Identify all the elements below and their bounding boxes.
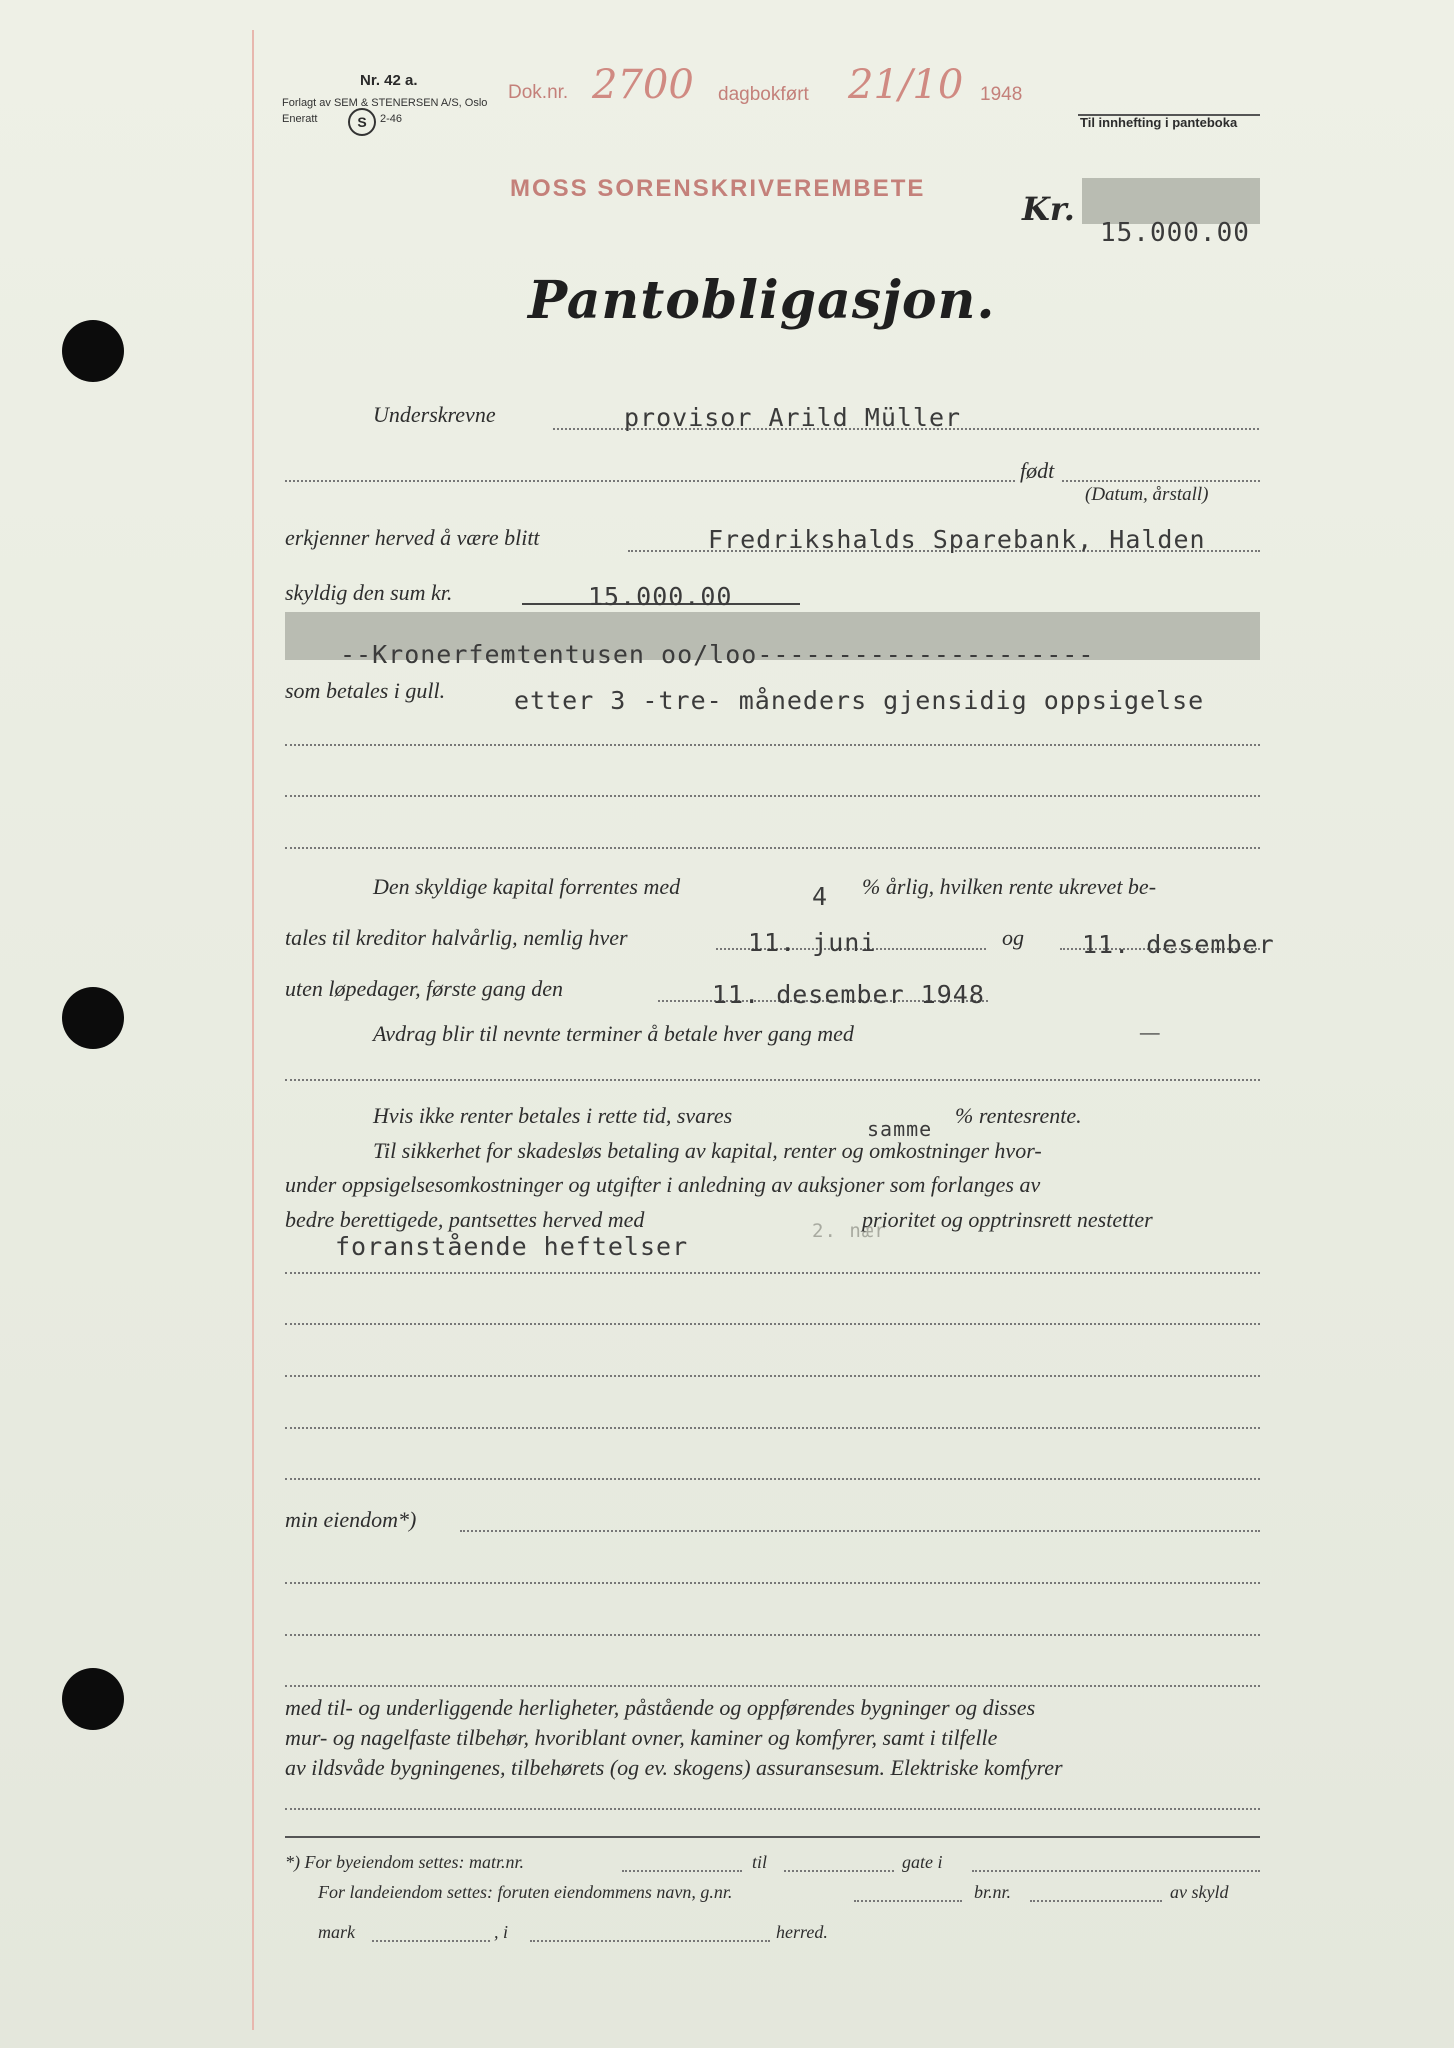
footnote-line2-a: For landeiendom settes: foruten eiendommens navn, g.nr.	[318, 1882, 733, 1902]
amount-value: 15.000.00	[1100, 218, 1250, 248]
property-line-2	[285, 1582, 1260, 1584]
footnote-dots-6	[372, 1940, 490, 1942]
footnote-line3-a: mark	[318, 1922, 355, 1942]
footnote-dots-1	[622, 1870, 742, 1872]
footnote-line3-c: herred.	[776, 1922, 828, 1942]
born-line-right	[1062, 480, 1260, 482]
footnote-dots-4	[854, 1900, 962, 1902]
preceding-encumbrances: foranstående heftelser	[335, 1232, 689, 1261]
penalty-post: % rentesrente.	[955, 1103, 1082, 1128]
publisher-logo-icon: S	[348, 108, 376, 136]
blank-line-3	[285, 1375, 1260, 1377]
security-para-3: bedre berettigede, pantsettes herved med	[285, 1207, 645, 1232]
publisher-line: Forlagt av SEM & STENERSEN A/S, Oslo	[282, 97, 488, 109]
punch-hole-bottom	[62, 1668, 124, 1730]
penalty-text: Hvis ikke renter betales i rette tid, svares	[373, 1103, 733, 1128]
installment-text: Avdrag blir til nevnte terminer å betale hver gang med	[373, 1021, 854, 1046]
footnote-dots-5	[1030, 1900, 1162, 1902]
footnote-line3-b: , i	[494, 1922, 509, 1942]
footnote-divider	[285, 1836, 1260, 1838]
blank-line-4	[285, 1427, 1260, 1429]
stamp-office: MOSS SORENSKRIVEREMBETE	[510, 175, 926, 202]
amount-label: Kr.	[1022, 190, 1075, 228]
footnote-line2-c: av skyld	[1170, 1882, 1229, 1902]
stamp-year: 1948	[980, 84, 1023, 105]
undersigned-value: provisor Arild Müller	[624, 403, 962, 432]
undersigned-label: Underskrevne	[373, 402, 496, 427]
born-line	[285, 480, 1015, 482]
footnote-line2-b: br.nr.	[974, 1882, 1012, 1902]
sum-value: 15.000.00	[588, 582, 733, 611]
interest-og: og	[1002, 925, 1024, 950]
closing-line-2: mur- og nagelfaste tilbehør, hvoriblant ovner, kaminer og komfyrer, samt i tilfelle	[285, 1725, 998, 1750]
interest-line1-text: Den skyldige kapital forrentes med	[373, 874, 681, 899]
creditor-label: erkjenner herved å være blitt	[285, 525, 540, 550]
footnote-line1-c: gate i	[902, 1852, 943, 1872]
payment-label: som betales i gull.	[285, 678, 446, 703]
closing-line-4	[285, 1808, 1260, 1810]
sum-words: --Kronerfemtentusen oo/loo---------------------	[340, 640, 1095, 669]
stamp-dok-label: Dok.nr.	[508, 82, 569, 103]
footnote-dots-3	[972, 1870, 1260, 1872]
blank-line-2	[285, 1323, 1260, 1325]
born-label: født	[1020, 458, 1055, 483]
stamp-dok-number: 2700	[592, 62, 694, 108]
payment-line-2	[285, 744, 1260, 746]
payment-line-4	[285, 847, 1260, 849]
footnote-line1-a: *) For byeiendom settes: matr.nr.	[285, 1852, 524, 1872]
publisher-date: 2-46	[380, 113, 403, 125]
security-para-1: Til sikkerhet for skadesløs betaling av kapital, renter og omkostninger hvor-	[373, 1138, 1042, 1163]
footnote-dots-2	[784, 1870, 894, 1872]
installment-line	[285, 1079, 1260, 1081]
interest-line3-text: uten løpedager, første gang den	[285, 976, 564, 1001]
document-title: Pantobligasjon.	[528, 270, 996, 331]
stamp-date: 21/10	[848, 62, 964, 108]
interest-line1-post: % årlig, hvilken rente ukrevet be-	[862, 874, 1157, 899]
interest-first-date: 11. desember 1948	[712, 980, 985, 1009]
creditor-value: Fredrikshalds Sparebank, Halden	[708, 525, 1206, 554]
property-line-4	[285, 1685, 1260, 1687]
property-line-1	[460, 1530, 1260, 1532]
installment-value: —	[1140, 1019, 1160, 1044]
publisher-rights: Eneratt	[282, 113, 318, 125]
blank-line-5	[285, 1478, 1260, 1480]
property-label: min eiendom*)	[285, 1507, 417, 1532]
property-line-3	[285, 1634, 1260, 1636]
closing-line-3: av ildsvåde bygningenes, tilbehørets (og ev. skogens) assuransesum. Elektriske komfyrer	[285, 1755, 1063, 1780]
punch-hole-top	[62, 320, 124, 382]
born-hint: (Datum, årstall)	[1085, 484, 1209, 505]
security-para-3-post: prioritet og opptrinsrett nestetter	[862, 1207, 1153, 1232]
interest-date2: 11. desember	[1082, 930, 1275, 959]
punch-hole-middle	[62, 987, 124, 1049]
panteboka-note: Til innhefting i panteboka	[1080, 115, 1238, 130]
payment-line-3	[285, 795, 1260, 797]
security-para-2: under oppsigelsesomkostninger og utgifter i anledning av auksjoner som forlanges av	[285, 1172, 1041, 1197]
margin-line	[252, 30, 254, 2030]
sum-label: skyldig den sum kr.	[285, 580, 453, 605]
stamp-dagbok-label: dagbokført	[718, 84, 809, 105]
interest-line2-text: tales til kreditor halvårlig, nemlig hver	[285, 925, 628, 950]
interest-rate: 4	[812, 882, 829, 911]
payment-value: etter 3 -tre- måneders gjensidig oppsigelse	[514, 686, 1205, 715]
blank-line-1	[285, 1272, 1260, 1274]
penalty-value: samme	[867, 1117, 933, 1141]
form-number: Nr. 42 a.	[360, 72, 418, 89]
priority-value: 2. nær	[812, 1220, 887, 1242]
interest-date1: 11. juni	[748, 928, 877, 957]
closing-line-1: med til- og underliggende herligheter, påstående og oppførendes bygninger og disses	[285, 1695, 1036, 1720]
footnote-line1-b: til	[752, 1852, 768, 1872]
footnote-dots-7	[530, 1940, 770, 1942]
